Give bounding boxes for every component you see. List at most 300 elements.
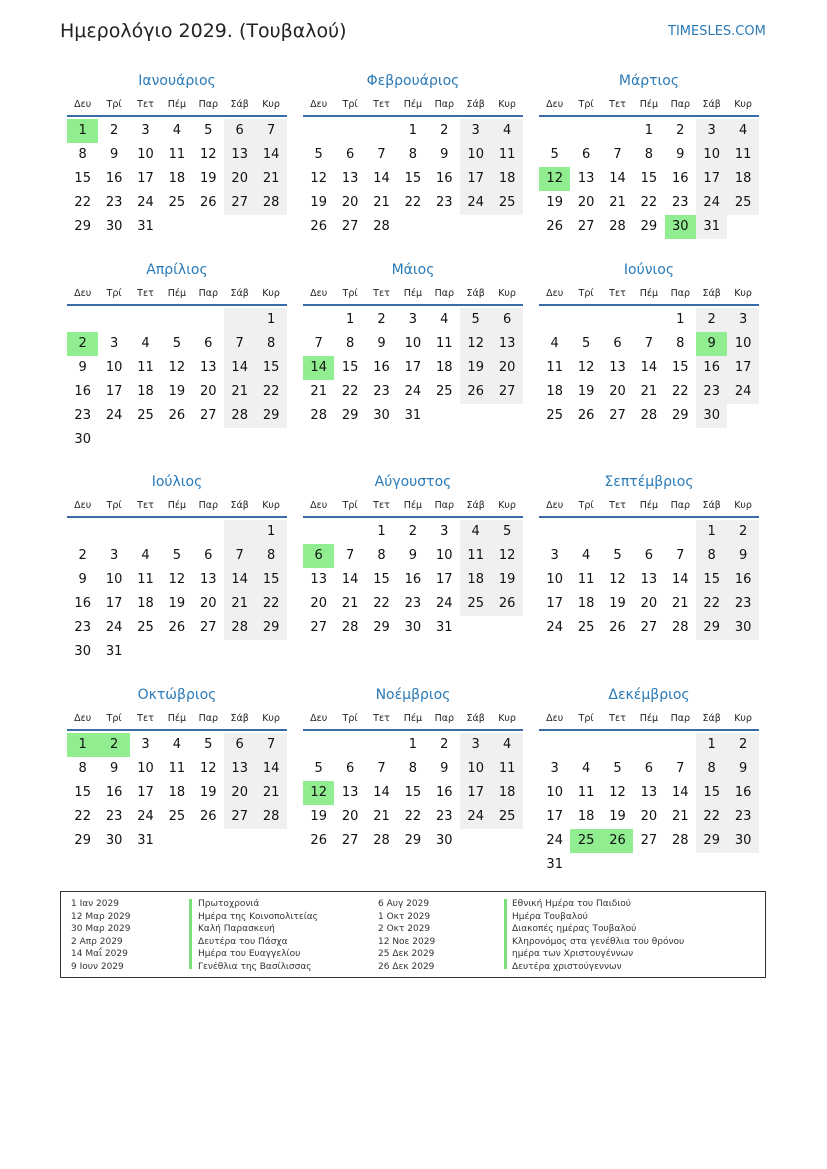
day-cell: 18 bbox=[168, 785, 186, 800]
day-cell: 14 bbox=[224, 568, 255, 592]
day-cell: 23 bbox=[436, 809, 453, 824]
day-cell: 10 bbox=[727, 332, 758, 356]
day-cell: 2 bbox=[696, 308, 727, 332]
weekday-label: Τετ bbox=[373, 500, 390, 511]
legend-names-left bbox=[198, 898, 318, 973]
day-cell: 13 bbox=[577, 171, 595, 186]
day-cell: 16 bbox=[436, 785, 453, 800]
day-cell: 5 bbox=[550, 147, 559, 162]
weekday-label: Τρί bbox=[106, 288, 122, 299]
day-cell: 9 bbox=[676, 147, 685, 162]
day-cell: 26 bbox=[546, 219, 563, 234]
day-cell: 22 bbox=[404, 809, 422, 824]
day-cell: 21 bbox=[255, 167, 286, 191]
day-cell: 19 bbox=[491, 568, 522, 592]
day-cell: 22 bbox=[74, 809, 91, 824]
day-cell: 20 bbox=[310, 596, 327, 611]
day-cell: 20 bbox=[224, 781, 255, 805]
weekday-label: Παρ bbox=[198, 288, 218, 299]
day-cell: 3 bbox=[460, 733, 491, 757]
day-cell: 19 bbox=[168, 384, 186, 399]
day-cell: 7 bbox=[255, 119, 286, 143]
day-cell: 21 bbox=[310, 384, 327, 399]
day-cell: 28 bbox=[224, 404, 255, 428]
day-cell: 7 bbox=[676, 761, 685, 776]
legend-holiday-name: ημέρα των Χριστουγέννων bbox=[512, 949, 634, 959]
weekday-label: Τρί bbox=[578, 99, 594, 110]
weekday-label: Κυρ bbox=[498, 99, 516, 110]
month-name: Ιούλιος bbox=[151, 474, 203, 490]
legend-date: 2 Απρ 2029 bbox=[71, 936, 123, 947]
day-cell: 26 bbox=[200, 809, 217, 824]
legend-date: 14 Μαΐ 2029 bbox=[71, 949, 128, 959]
day-cell: 6 bbox=[345, 761, 355, 776]
day-cell: 12 bbox=[491, 544, 522, 568]
weekday-label: Τρί bbox=[342, 713, 358, 724]
month-name: Μάρτιος bbox=[618, 73, 680, 89]
day-cell: 28 bbox=[341, 620, 359, 635]
day-cell: 4 bbox=[172, 737, 182, 752]
weekday-label: Τρί bbox=[342, 500, 358, 511]
day-cell: 9 bbox=[377, 336, 386, 351]
day-cell: 9 bbox=[408, 548, 418, 563]
legend-date: 30 Μαρ 2029 bbox=[71, 924, 131, 934]
day-cell: 2 bbox=[109, 123, 119, 138]
weekday-label: Δευ bbox=[74, 500, 92, 511]
day-cell: 20 bbox=[577, 195, 595, 210]
day-cell: 24 bbox=[404, 384, 422, 399]
day-cell: 23 bbox=[105, 195, 123, 210]
day-cell: 1 bbox=[345, 312, 355, 327]
day-cell: 3 bbox=[141, 123, 150, 138]
day-cell: 19 bbox=[577, 384, 595, 399]
weekday-label: Πέμ bbox=[639, 713, 659, 724]
day-cell: 17 bbox=[696, 167, 727, 191]
weekday-label: Δευ bbox=[74, 288, 92, 299]
day-cell: 9 bbox=[727, 544, 758, 568]
weekday-label: Πέμ bbox=[403, 288, 423, 299]
day-cell: 18 bbox=[727, 167, 758, 191]
day-cell: 28 bbox=[255, 191, 286, 215]
header-rule bbox=[539, 516, 759, 518]
day-cell: 8 bbox=[255, 544, 286, 568]
day-cell: 6 bbox=[204, 336, 213, 351]
header-rule bbox=[67, 516, 287, 518]
weekday-label: Κυρ bbox=[734, 500, 752, 511]
day-cell: 27 bbox=[640, 833, 658, 848]
day-cell: 23 bbox=[727, 592, 758, 616]
holiday-day-cell: 26 bbox=[602, 829, 633, 853]
day-cell: 26 bbox=[168, 408, 186, 423]
day-cell: 24 bbox=[105, 620, 123, 635]
header-rule bbox=[67, 729, 287, 731]
day-cell: 23 bbox=[373, 384, 390, 399]
day-cell: 7 bbox=[377, 761, 386, 776]
day-cell: 15 bbox=[696, 568, 727, 592]
day-cell: 9 bbox=[440, 147, 449, 162]
day-cell: 4 bbox=[727, 119, 758, 143]
weekday-label: Κυρ bbox=[734, 713, 752, 724]
day-cell: 26 bbox=[609, 620, 626, 635]
day-cell: 20 bbox=[200, 384, 217, 399]
day-cell: 16 bbox=[373, 360, 390, 375]
day-cell: 24 bbox=[105, 408, 123, 423]
day-cell: 3 bbox=[141, 737, 150, 752]
holiday-day-cell: 9 bbox=[696, 332, 727, 356]
holiday-day-cell: 12 bbox=[539, 167, 570, 191]
day-cell: 23 bbox=[672, 195, 689, 210]
weekday-label: Τρί bbox=[106, 713, 122, 724]
weekday-label: Δευ bbox=[546, 288, 564, 299]
day-cell: 20 bbox=[491, 356, 522, 380]
weekday-label: Παρ bbox=[670, 500, 690, 511]
day-cell: 13 bbox=[200, 360, 217, 375]
day-cell: 28 bbox=[672, 620, 689, 635]
day-cell: 12 bbox=[200, 761, 217, 776]
day-cell: 30 bbox=[373, 408, 390, 423]
day-cell: 9 bbox=[727, 757, 758, 781]
weekday-label: Κυρ bbox=[498, 500, 516, 511]
day-cell: 5 bbox=[172, 548, 182, 563]
month-name: Ιανουάριος bbox=[138, 73, 216, 89]
weekday-label: Παρ bbox=[670, 713, 690, 724]
day-cell: 22 bbox=[696, 805, 727, 829]
day-cell: 25 bbox=[168, 195, 186, 210]
weekday-label: Πέμ bbox=[403, 99, 423, 110]
legend-date: 6 Αυγ 2029 bbox=[378, 899, 430, 909]
day-cell: 18 bbox=[546, 384, 563, 399]
day-cell: 17 bbox=[460, 167, 491, 191]
month-name: Αύγουστος bbox=[374, 474, 452, 490]
day-cell: 13 bbox=[310, 572, 327, 587]
day-cell: 15 bbox=[404, 171, 422, 186]
day-cell: 22 bbox=[696, 592, 727, 616]
day-cell: 2 bbox=[377, 312, 386, 327]
day-cell: 28 bbox=[310, 408, 327, 423]
weekday-label: Πέμ bbox=[403, 500, 423, 511]
site-brand-link[interactable]: TIMESLES.COM bbox=[668, 24, 766, 39]
day-cell: 6 bbox=[581, 147, 591, 162]
day-cell: 24 bbox=[436, 596, 453, 611]
day-cell: 25 bbox=[727, 191, 758, 215]
day-cell: 31 bbox=[137, 833, 154, 848]
day-cell: 5 bbox=[491, 520, 522, 544]
empty-weekend-cell bbox=[224, 308, 255, 332]
holiday-legend bbox=[60, 891, 766, 978]
day-cell: 17 bbox=[436, 572, 453, 587]
weekday-label: Τρί bbox=[342, 99, 358, 110]
day-cell: 16 bbox=[696, 356, 727, 380]
day-cell: 3 bbox=[550, 761, 559, 776]
day-cell: 9 bbox=[440, 761, 449, 776]
day-cell: 12 bbox=[577, 360, 595, 375]
legend-bar-left bbox=[189, 899, 192, 969]
weekday-label: Σάβ bbox=[466, 99, 485, 110]
day-cell: 13 bbox=[640, 572, 658, 587]
day-cell: 2 bbox=[78, 548, 87, 563]
month-name: Οκτώβριος bbox=[137, 687, 217, 703]
weekday-label: Δευ bbox=[310, 99, 328, 110]
day-cell: 4 bbox=[491, 733, 522, 757]
weekday-label: Σάβ bbox=[230, 713, 249, 724]
day-cell: 13 bbox=[341, 785, 359, 800]
day-cell: 20 bbox=[341, 195, 359, 210]
day-cell: 29 bbox=[74, 833, 91, 848]
day-cell: 25 bbox=[491, 805, 522, 829]
day-cell: 11 bbox=[137, 572, 154, 587]
day-cell: 14 bbox=[255, 757, 286, 781]
day-cell: 18 bbox=[460, 568, 491, 592]
day-cell: 9 bbox=[78, 360, 87, 375]
day-cell: 26 bbox=[310, 219, 327, 234]
day-cell: 22 bbox=[640, 195, 658, 210]
day-cell: 8 bbox=[408, 147, 418, 162]
legend-date: 1 Οκτ 2029 bbox=[378, 911, 431, 922]
header-rule bbox=[67, 304, 287, 306]
day-cell: 3 bbox=[727, 308, 758, 332]
day-cell: 30 bbox=[105, 219, 123, 234]
weekday-label: Παρ bbox=[434, 99, 454, 110]
weekday-label: Πέμ bbox=[639, 99, 659, 110]
day-cell: 19 bbox=[609, 809, 626, 824]
day-cell: 30 bbox=[727, 616, 758, 640]
day-cell: 30 bbox=[404, 620, 422, 635]
day-cell: 30 bbox=[74, 644, 91, 659]
day-cell: 21 bbox=[341, 596, 359, 611]
day-cell: 2 bbox=[440, 737, 449, 752]
day-cell: 17 bbox=[137, 171, 154, 186]
day-cell: 23 bbox=[105, 809, 123, 824]
day-cell: 24 bbox=[546, 620, 563, 635]
weekday-label: Κυρ bbox=[262, 99, 280, 110]
weekday-label: Κυρ bbox=[262, 288, 280, 299]
page-title: Ημερολόγιο 2029. (Τουβαλού) bbox=[60, 20, 347, 42]
day-cell: 11 bbox=[491, 143, 522, 167]
day-cell: 18 bbox=[137, 384, 154, 399]
day-cell: 31 bbox=[436, 620, 453, 635]
day-cell: 10 bbox=[460, 757, 491, 781]
day-cell: 20 bbox=[224, 167, 255, 191]
weekday-label: Κυρ bbox=[498, 288, 516, 299]
day-cell: 3 bbox=[440, 524, 449, 539]
day-cell: 6 bbox=[491, 308, 522, 332]
day-cell: 8 bbox=[377, 548, 386, 563]
day-cell: 12 bbox=[168, 572, 186, 587]
weekday-label: Πέμ bbox=[167, 99, 187, 110]
day-cell: 27 bbox=[224, 805, 255, 829]
day-cell: 6 bbox=[345, 147, 355, 162]
day-cell: 4 bbox=[172, 123, 182, 138]
day-cell: 25 bbox=[546, 408, 563, 423]
weekday-label: Τετ bbox=[609, 500, 626, 511]
day-cell: 31 bbox=[137, 219, 154, 234]
day-cell: 14 bbox=[255, 143, 286, 167]
day-cell: 25 bbox=[491, 191, 522, 215]
day-cell: 11 bbox=[436, 336, 453, 351]
day-cell: 22 bbox=[404, 195, 422, 210]
day-cell: 4 bbox=[141, 336, 150, 351]
weekday-label: Τρί bbox=[106, 99, 122, 110]
day-cell: 8 bbox=[644, 147, 654, 162]
day-cell: 21 bbox=[255, 781, 286, 805]
day-cell: 29 bbox=[672, 408, 689, 423]
weekday-label: Παρ bbox=[670, 288, 690, 299]
day-cell: 13 bbox=[640, 785, 658, 800]
day-cell: 27 bbox=[640, 620, 658, 635]
legend-holiday-name: Πρωτοχρονιά bbox=[198, 899, 260, 909]
weekday-label: Τετ bbox=[373, 288, 390, 299]
weekday-label: Κυρ bbox=[262, 500, 280, 511]
day-cell: 2 bbox=[727, 733, 758, 757]
day-cell: 4 bbox=[581, 548, 591, 563]
holiday-day-cell: 12 bbox=[303, 781, 334, 805]
day-cell: 14 bbox=[373, 785, 390, 800]
weekday-label: Παρ bbox=[434, 713, 454, 724]
legend-holiday-name: Καλή Παρασκευή bbox=[198, 924, 275, 934]
day-cell: 27 bbox=[491, 380, 522, 404]
day-cell: 12 bbox=[609, 785, 626, 800]
day-cell: 29 bbox=[255, 616, 286, 640]
legend-date: 12 Νοε 2029 bbox=[378, 936, 436, 947]
day-cell: 9 bbox=[109, 147, 119, 162]
day-cell: 27 bbox=[224, 191, 255, 215]
legend-date: 1 Ιαν 2029 bbox=[71, 899, 119, 909]
day-cell: 15 bbox=[255, 356, 286, 380]
header-rule bbox=[303, 304, 523, 306]
day-cell: 5 bbox=[172, 336, 182, 351]
day-cell: 13 bbox=[224, 757, 255, 781]
day-cell: 25 bbox=[137, 620, 154, 635]
day-cell: 24 bbox=[460, 191, 491, 215]
day-cell: 30 bbox=[74, 432, 91, 447]
day-cell: 4 bbox=[141, 548, 150, 563]
holiday-day-cell: 2 bbox=[67, 332, 98, 356]
day-cell: 27 bbox=[341, 833, 359, 848]
day-cell: 8 bbox=[676, 336, 685, 351]
day-cell: 7 bbox=[224, 544, 255, 568]
day-cell: 1 bbox=[377, 524, 386, 539]
day-cell: 19 bbox=[200, 785, 217, 800]
day-cell: 19 bbox=[609, 596, 626, 611]
day-cell: 14 bbox=[224, 356, 255, 380]
weekday-label: Σάβ bbox=[230, 99, 249, 110]
day-cell: 22 bbox=[74, 195, 91, 210]
weekday-label: Παρ bbox=[198, 713, 218, 724]
weekday-label: Τετ bbox=[609, 713, 626, 724]
day-cell: 14 bbox=[672, 572, 689, 587]
day-cell: 9 bbox=[109, 761, 119, 776]
legend-holiday-name: Διακοπές ημέρας Τουβαλού bbox=[512, 924, 637, 934]
day-cell: 3 bbox=[109, 548, 119, 563]
day-cell: 18 bbox=[577, 809, 595, 824]
header-rule bbox=[539, 115, 759, 117]
header-rule bbox=[303, 729, 523, 731]
month-name: Φεβρουάριος bbox=[366, 73, 460, 89]
day-cell: 22 bbox=[255, 592, 286, 616]
day-cell: 22 bbox=[341, 384, 359, 399]
day-cell: 16 bbox=[727, 568, 758, 592]
day-cell: 22 bbox=[373, 596, 390, 611]
day-cell: 26 bbox=[310, 833, 327, 848]
day-cell: 29 bbox=[255, 404, 286, 428]
day-cell: 30 bbox=[436, 833, 453, 848]
day-cell: 6 bbox=[644, 548, 654, 563]
weekday-label: Πέμ bbox=[167, 713, 187, 724]
legend-holiday-name: Ημέρα της Κοινοπολιτείας bbox=[198, 911, 318, 922]
weekday-label: Κυρ bbox=[734, 99, 752, 110]
legend-date: 9 Ιουν 2029 bbox=[71, 961, 124, 972]
legend-holiday-name: Ημέρα Τουβαλού bbox=[512, 911, 588, 922]
day-cell: 18 bbox=[491, 167, 522, 191]
weekday-label: Παρ bbox=[434, 500, 454, 511]
weekday-label: Τετ bbox=[137, 288, 154, 299]
month-name: Ιούνιος bbox=[623, 262, 675, 278]
day-cell: 14 bbox=[341, 572, 359, 587]
day-cell: 31 bbox=[404, 408, 422, 423]
legend-dates-right bbox=[378, 898, 435, 973]
legend-holiday-name: Ημέρα του Ευαγγελίου bbox=[198, 949, 301, 959]
day-cell: 28 bbox=[640, 408, 658, 423]
day-cell: 13 bbox=[224, 143, 255, 167]
day-cell: 31 bbox=[105, 644, 123, 659]
day-cell: 15 bbox=[74, 171, 91, 186]
day-cell: 7 bbox=[377, 147, 386, 162]
legend-names-right bbox=[512, 898, 684, 973]
day-cell: 18 bbox=[436, 360, 453, 375]
day-cell: 11 bbox=[491, 757, 522, 781]
day-cell: 8 bbox=[78, 761, 87, 776]
weekday-label: Τετ bbox=[373, 99, 390, 110]
legend-bar-right bbox=[504, 899, 507, 969]
day-cell: 23 bbox=[727, 805, 758, 829]
day-cell: 29 bbox=[696, 616, 727, 640]
weekday-label: Τρί bbox=[578, 500, 594, 511]
day-cell: 17 bbox=[546, 809, 563, 824]
day-cell: 21 bbox=[640, 384, 658, 399]
day-cell: 17 bbox=[546, 596, 563, 611]
weekday-label: Πέμ bbox=[403, 713, 423, 724]
day-cell: 28 bbox=[609, 219, 626, 234]
day-cell: 10 bbox=[105, 572, 123, 587]
day-cell: 8 bbox=[345, 336, 355, 351]
day-cell: 12 bbox=[200, 147, 217, 162]
header-rule bbox=[67, 115, 287, 117]
day-cell: 26 bbox=[577, 408, 595, 423]
weekday-label: Σάβ bbox=[230, 500, 249, 511]
day-cell: 20 bbox=[640, 809, 658, 824]
day-cell: 1 bbox=[696, 520, 727, 544]
day-cell: 13 bbox=[200, 572, 217, 587]
month-name: Μάιος bbox=[391, 262, 435, 278]
day-cell: 18 bbox=[491, 781, 522, 805]
day-cell: 2 bbox=[727, 520, 758, 544]
day-cell: 22 bbox=[672, 384, 689, 399]
day-cell: 11 bbox=[137, 360, 154, 375]
month-name: Σεπτέμβριος bbox=[604, 474, 694, 490]
legend-holiday-name: Δευτέρα χριστούγεννων bbox=[512, 961, 622, 972]
day-cell: 10 bbox=[105, 360, 123, 375]
day-cell: 7 bbox=[345, 548, 355, 563]
day-cell: 26 bbox=[460, 380, 491, 404]
day-cell: 24 bbox=[546, 833, 563, 848]
day-cell: 4 bbox=[440, 312, 449, 327]
day-cell: 30 bbox=[727, 829, 758, 853]
weekday-label: Τετ bbox=[137, 500, 154, 511]
day-cell: 16 bbox=[404, 572, 422, 587]
legend-holiday-name: Κληρονόμος στα γενέθλια του θρόνου bbox=[512, 936, 685, 947]
day-cell: 29 bbox=[373, 620, 390, 635]
day-cell: 8 bbox=[408, 761, 418, 776]
